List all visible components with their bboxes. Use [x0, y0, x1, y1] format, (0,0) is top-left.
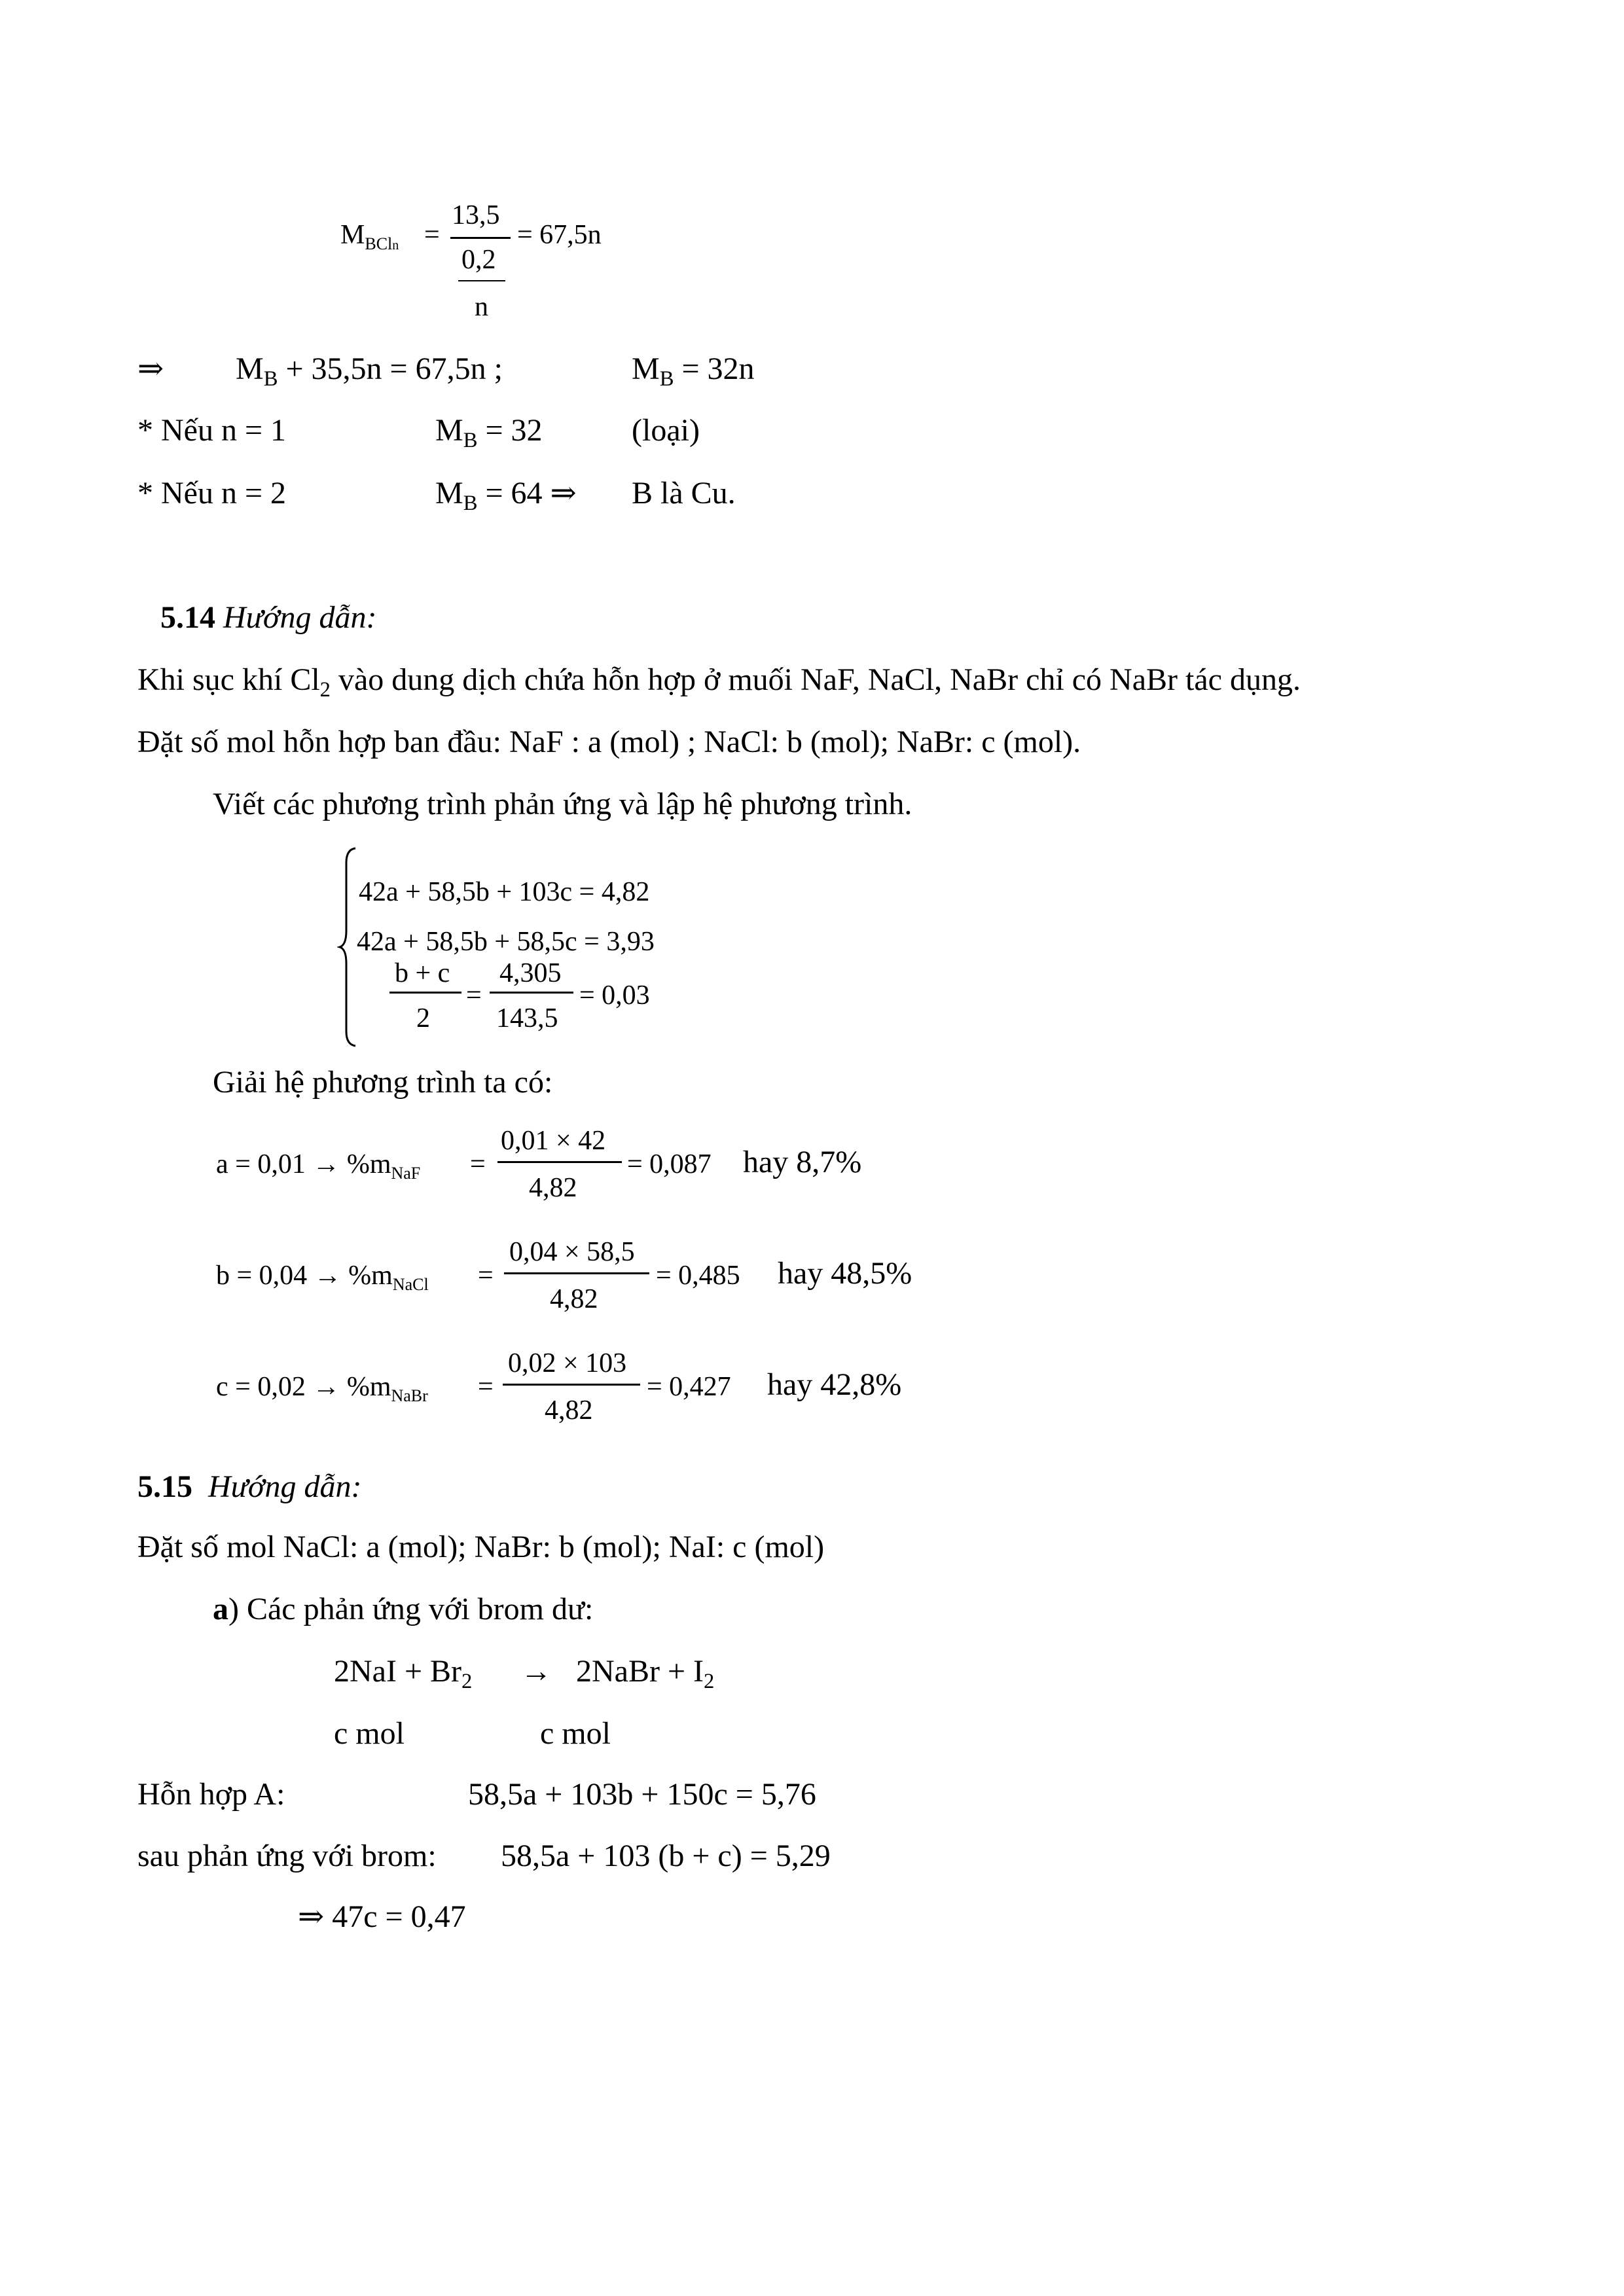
system-eq-3-den2: 143,5: [496, 1003, 558, 1033]
after-bromine-equation: 58,5a + 103 (b + c) = 5,29: [501, 1839, 831, 1873]
result-a-den: 4,82: [529, 1173, 577, 1203]
mixture-a-label: Hỗn hợp A:: [137, 1777, 285, 1812]
mb-result: $M_B = 32n$: [632, 351, 755, 391]
mbcl-rhs: = 67,5n: [517, 220, 602, 250]
result-c-eq: =: [478, 1372, 494, 1402]
mbcl-inner-line: [458, 280, 505, 281]
system-eq-3-rhs: = 0,03: [579, 980, 650, 1011]
system-eq-3-line: [389, 992, 461, 994]
s514-para-1: Khi sục khí $Cl_2$ vào dung dịch chứa hỗn hợp ở muối NaF, NaCl, NaBr chỉ có NaBr tác dụng.: [137, 662, 1301, 702]
system-eq-3-eq: =: [466, 980, 482, 1011]
case-n2-label: * Nếu n = 2: [137, 476, 287, 511]
mbcl-eq: =: [424, 220, 440, 250]
mbcl-num: 13,5: [452, 200, 500, 230]
result-c-rhs: = 0,427: [647, 1372, 731, 1402]
case-n1-mb: $M_B = 32$: [435, 413, 543, 452]
mbcl-m: $M_{BCln}$: [340, 220, 399, 254]
mbcl-inner-num: 0,2: [461, 245, 496, 275]
section-514-heading: 5.14 Hướng dẫn:: [160, 600, 377, 635]
mixture-a-equation: 58,5a + 103b + 150c = 5,76: [468, 1777, 816, 1812]
mbcl-frac-line: [450, 237, 511, 239]
result-b-num: 0,04 × 58,5: [509, 1237, 635, 1267]
result-a-num: 0,01 × 42: [501, 1126, 606, 1156]
result-b-eq: =: [478, 1261, 494, 1291]
s514-para-3: Viết các phương trình phản ứng và lập hệ phương trình.: [213, 787, 912, 821]
result-b-lhs: $b = 0,04 \to \%m_{NaCl}$: [216, 1261, 429, 1295]
mb-equation: $M_B + 35,5n = 67,5n$ ;: [236, 351, 503, 391]
system-eq-1: 42a + 58,5b + 103c = 4,82: [359, 877, 650, 907]
result-b-den: 4,82: [550, 1284, 598, 1314]
result-b-percent: hay 48,5%: [778, 1256, 912, 1291]
result-c-den: 4,82: [545, 1395, 593, 1426]
result-a-rhs: = 0,087: [627, 1149, 712, 1179]
result-b-line: [504, 1272, 649, 1274]
system-eq-2: 42a + 58,5b + 58,5c = 3,93: [357, 927, 655, 957]
case-n1-note: (loại): [632, 413, 700, 448]
section-515-heading: 5.15 Hướng dẫn:: [137, 1469, 362, 1504]
system-eq-3-den: 2: [416, 1003, 430, 1033]
s514-para-2: Đặt số mol hỗn hợp ban đầu: NaF : a (mol) ; NaCl: b (mol); NaBr: c (mol).: [137, 725, 1081, 759]
s515-part-a: a) Các phản ứng với brom dư:: [213, 1592, 594, 1626]
system-eq-3-num2: 4,305: [499, 958, 562, 988]
case-n1-label: * Nếu n = 1: [137, 413, 287, 448]
result-c-num: 0,02 × 103: [508, 1348, 627, 1378]
reaction-rhs: 2NaBr + $I_2$: [576, 1654, 715, 1693]
s515-para-1: Đặt số mol NaCl: a (mol); NaBr: b (mol); NaI: c (mol): [137, 1530, 825, 1564]
case-n2-mb: $M_B = 64$ ⇒: [435, 476, 577, 515]
result-c-line: [503, 1384, 640, 1386]
result-a-eq: =: [470, 1149, 486, 1179]
implies-arrow: ⇒: [137, 351, 164, 386]
result-c-percent: hay 42,8%: [767, 1367, 902, 1402]
system-eq-3-num: b + c: [395, 958, 450, 988]
system-brace: [337, 846, 359, 1049]
result-a-lhs: $a = 0,01 \to \%m_{NaF}$: [216, 1149, 421, 1183]
result-a-percent: hay 8,7%: [743, 1145, 862, 1179]
reaction-lhs: $2NaI + Br_2$: [334, 1654, 473, 1693]
final-result: ⇒ 47c = 0,47: [298, 1899, 466, 1934]
result-a-line: [497, 1161, 622, 1163]
reaction-mol-1: c mol: [334, 1716, 405, 1751]
reaction-mol-2: c mol: [540, 1716, 611, 1751]
result-c-lhs: $c = 0,02 \to \%m_{NaBr}$: [216, 1372, 428, 1406]
reaction-arrow: →: [520, 1654, 552, 1689]
system-eq-3-line2: [490, 992, 573, 994]
after-bromine-label: sau phản ứng với brom:: [137, 1839, 437, 1873]
s514-para-4: Giải hệ phương trình ta có:: [213, 1065, 553, 1100]
result-b-rhs: = 0,485: [656, 1261, 740, 1291]
case-n2-note: B là Cu.: [632, 476, 736, 511]
mbcl-inner-den: n: [475, 292, 488, 322]
